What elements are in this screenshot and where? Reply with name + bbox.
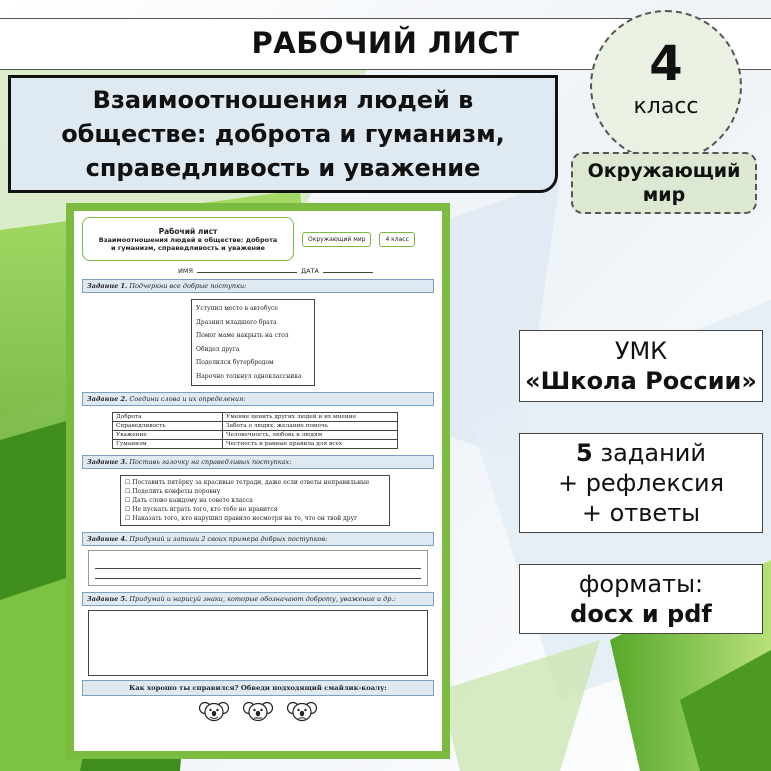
list-item: Помог маме накрыть на стол bbox=[196, 332, 289, 339]
subject-line-2: мир bbox=[642, 184, 686, 206]
koala-smiley-icon bbox=[199, 700, 229, 722]
table-row bbox=[113, 413, 398, 422]
list-item: Обидел друга bbox=[196, 345, 240, 353]
checkbox-item: ☐ Наказать того, кто нарушил правило несмотря на то, что он твой друг bbox=[125, 515, 358, 522]
list-item: Уступил место в автобусе bbox=[196, 305, 278, 312]
answer-line bbox=[95, 559, 421, 569]
task-2-header bbox=[82, 392, 434, 406]
table-row bbox=[113, 431, 398, 440]
task-4-text: Придумай и запиши 2 своих примера добрых поступков: bbox=[127, 535, 328, 543]
date-blank bbox=[323, 272, 373, 273]
checkbox-item: ☐ Дать слово каждому на совете класса bbox=[125, 497, 253, 504]
name-date-line bbox=[178, 267, 434, 275]
topic-line-2: обществе: доброта и гуманизм, bbox=[61, 120, 505, 148]
worksheet-page bbox=[74, 211, 442, 751]
formats-box bbox=[519, 564, 763, 634]
table-cell: Человечность, любовь к людям bbox=[223, 431, 398, 440]
table-cell: Гуманизм bbox=[113, 440, 223, 449]
koala-neutral-icon bbox=[243, 700, 273, 722]
grade-word: класс bbox=[633, 94, 699, 119]
task-1-num: Задание 1. bbox=[87, 282, 128, 290]
worksheet-title-box bbox=[82, 217, 294, 261]
table-cell: Умение ценить других людей и их мнение bbox=[223, 413, 398, 422]
topic-line-1: Взаимоотношения людей в bbox=[92, 86, 474, 114]
reflection-prompt: Как хорошо ты справился? Обведи подходящий смайлик-коалу: bbox=[82, 680, 434, 696]
answer-line bbox=[95, 569, 421, 579]
grade-number: 4 bbox=[649, 36, 683, 92]
topic-title bbox=[61, 83, 505, 185]
checkbox-item: ☐ Не пускать играть того, кто тебе не нравится bbox=[125, 506, 278, 513]
task-1-list bbox=[191, 299, 315, 386]
tasks-count: 5 bbox=[576, 439, 593, 467]
table-cell: Честность и равные правила для всех bbox=[223, 440, 398, 449]
worksheet-preview bbox=[66, 203, 450, 759]
task-2-table bbox=[112, 412, 398, 449]
umk-name: «Школа России» bbox=[525, 367, 757, 395]
checkbox-item: ☐ Поставить пятёрку за красивые тетради, даже если ответы неправильные bbox=[125, 479, 370, 486]
table-row bbox=[113, 440, 398, 449]
koala-sad-icon bbox=[287, 700, 317, 722]
grade-badge bbox=[590, 10, 742, 162]
worksheet-subtitle-2: и гуманизм, справедливость и уважение bbox=[111, 243, 265, 252]
worksheet-header bbox=[82, 217, 434, 261]
tasks-word: заданий bbox=[592, 439, 706, 467]
name-blank bbox=[197, 272, 297, 273]
koala-smileys bbox=[82, 700, 434, 722]
worksheet-subject-chip: Окружающий мир bbox=[302, 232, 371, 247]
page-title: РАБОЧИЙ ЛИСТ bbox=[251, 26, 520, 60]
task-1-header bbox=[82, 279, 434, 293]
task-5-drawing-area bbox=[88, 610, 428, 676]
table-cell: Забота о людях, желание помочь bbox=[223, 422, 398, 431]
worksheet-title: Рабочий лист bbox=[158, 226, 218, 236]
worksheet-subtitle-1: Взаимоотношения людей в обществе: доброта bbox=[98, 235, 278, 244]
task-4-num: Задание 4. bbox=[87, 535, 128, 543]
task-1-text: Подчеркни все добрые поступки: bbox=[127, 282, 247, 290]
answers-note: + ответы bbox=[581, 499, 701, 527]
list-item: Дразнил младшего брата bbox=[196, 318, 277, 326]
task-2-num: Задание 2. bbox=[87, 395, 128, 403]
list-item: Нарочно толкнул одноклассника bbox=[196, 372, 302, 380]
task-3-text: Поставь галочку на справедливых поступках: bbox=[127, 458, 292, 466]
task-2-text: Соедини слова и их определения: bbox=[127, 395, 246, 403]
task-3-num: Задание 3. bbox=[87, 458, 128, 466]
checkbox-item: ☐ Поделить конфеты поровну bbox=[125, 488, 221, 495]
subject-badge bbox=[571, 152, 757, 214]
table-cell: Уважение bbox=[113, 431, 223, 440]
reflection-note: + рефлексия bbox=[557, 469, 725, 497]
task-5-header bbox=[82, 592, 434, 606]
task-4-header bbox=[82, 532, 434, 546]
topic-box bbox=[8, 75, 558, 193]
subject-line-1: Окружающий bbox=[587, 160, 741, 182]
tasks-box bbox=[519, 433, 763, 533]
task-3-list bbox=[120, 475, 390, 526]
umk-label: УМК bbox=[614, 337, 668, 365]
date-label: ДАТА bbox=[301, 267, 319, 275]
formats-value: docx и pdf bbox=[570, 600, 712, 628]
list-item: Поделился бутербродом bbox=[196, 359, 274, 366]
table-cell: Доброта bbox=[113, 413, 223, 422]
worksheet-grade-chip: 4 класс bbox=[379, 232, 414, 247]
topic-line-3: справедливость и уважение bbox=[85, 154, 481, 182]
task-5-num: Задание 5. bbox=[87, 595, 128, 603]
table-cell: Справедливость bbox=[113, 422, 223, 431]
name-label: ИМЯ bbox=[178, 267, 193, 275]
task-3-header bbox=[82, 455, 434, 469]
table-row bbox=[113, 422, 398, 431]
task-5-text: Придумай и нарисуй знаки, которые обозначают доброту, уважение и др.: bbox=[127, 595, 396, 603]
formats-label: форматы: bbox=[578, 570, 704, 598]
task-4-answer-lines bbox=[88, 550, 428, 586]
umk-box bbox=[519, 330, 763, 402]
